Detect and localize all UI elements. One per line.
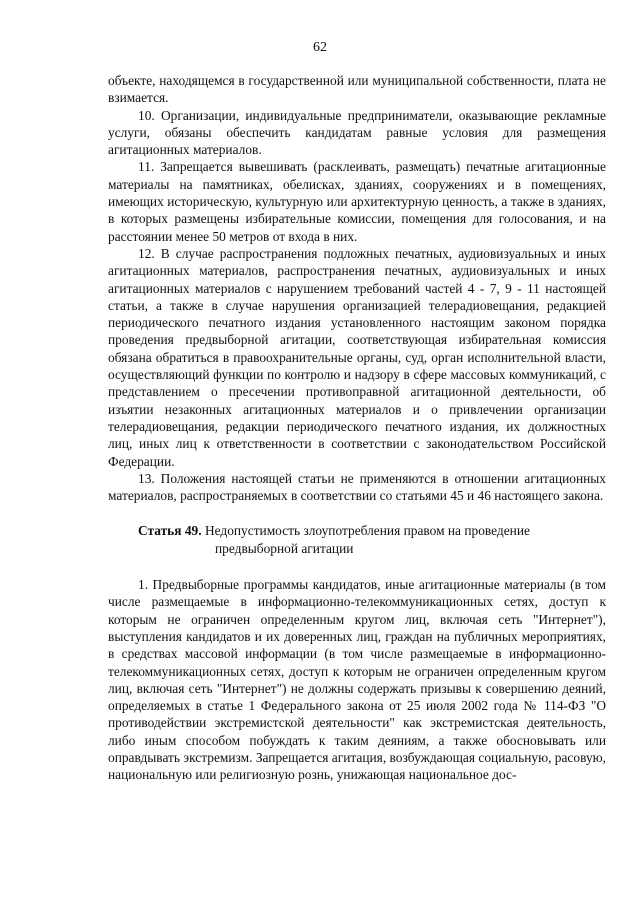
paragraph-article49-item-1: 1. Предвыборные программы кандидатов, иные агитационные материалы (в том числе размещаемые в информационно-телекоммуникационных сетях, доступ к которым не ограничен определенным кругом лиц, включая сеть "Интернет"), выступления кандидатов и их доверенных лиц, граждан на публичных мероприятиях, в средствах массовой информации (в том числе размещаемые в информационно-телекоммуникационных сетях, доступ к которым не ограничен определенным кругом лиц, включая сеть "Интернет") не должны содержать призывы к совершению деяний, определяемых в статье 1 Федерального закона от 25 июля 2002 года № 114-ФЗ "О противодействии экстремистской деятельности" как экстремистская деятельность, либо иным способом побуждать к таким деяниям, а также обосновывать или оправдывать экстремизм. Запрещается агитация, возбуждающая социальную, расовую, национальную или религиозную рознь, унижающая национальное дос- <box>108 577 606 783</box>
article-heading <box>108 522 606 557</box>
article-title-line1: Недопустимость злоупотребления правом на проведение <box>204 523 530 539</box>
page-number: 62 <box>313 40 327 55</box>
paragraph-item-12: 12. В случае распространения подложных печатных, аудиовизуальных и иных агитационных материалов, распространения печатных, аудиовизуальных и иных агитационных материалов с нарушением требований частей 4 - 7, 9 - 11 настоящей статьи, а также в случае нарушения организацией телерадиовещания, редакцией периодического печатного издания установленного настоящим законом порядка проведения предвыборной агитации, соответствующая избирательная комиссия обязана обратиться в правоохранительные органы, суд, орган исполнительной власти, осуществляющий функции по контролю и надзору в сфере массовых коммуникаций, с представлением о пресечении противоправной агитационной деятельности, об изъятии незаконных агитационных материалов и о привлечении организации телерадиовещания, редакции периодического печатного издания, их должностных лиц, иных лиц к ответственности в соответствии с законодательством Российской Федерации. <box>108 245 606 469</box>
article-title-line2: предвыборной агитации <box>215 540 354 556</box>
paragraph-item-10: 10. Организации, индивидуальные предприниматели, оказывающие рекламные услуги, обязаны обеспечить кандидатам равные условия для размещения агитационных материалов. <box>108 107 606 158</box>
paragraph-item-13: 13. Положения настоящей статьи не применяются в отношении агитационных материалов, распространяемых в соответствии со статьями 45 и 46 настоящего закона. <box>108 470 606 504</box>
paragraph-item-11: 11. Запрещается вывешивать (расклеивать, размещать) печатные агитационные материалы на памятниках, обелисках, зданиях, сооружениях и в помещениях, имеющих историческую, культурную или архитектурную ценность, а также в зданиях, в которых размещены избирательные комиссии, помещения для голосования, и на расстоянии менее 50 метров от входа в них. <box>108 159 606 244</box>
article-number: Статья 49. <box>138 523 202 539</box>
paragraph-continuation: объекте, находящемся в государственной или муниципальной собственности, плата не взимается. <box>108 73 606 106</box>
document-body <box>108 72 606 784</box>
